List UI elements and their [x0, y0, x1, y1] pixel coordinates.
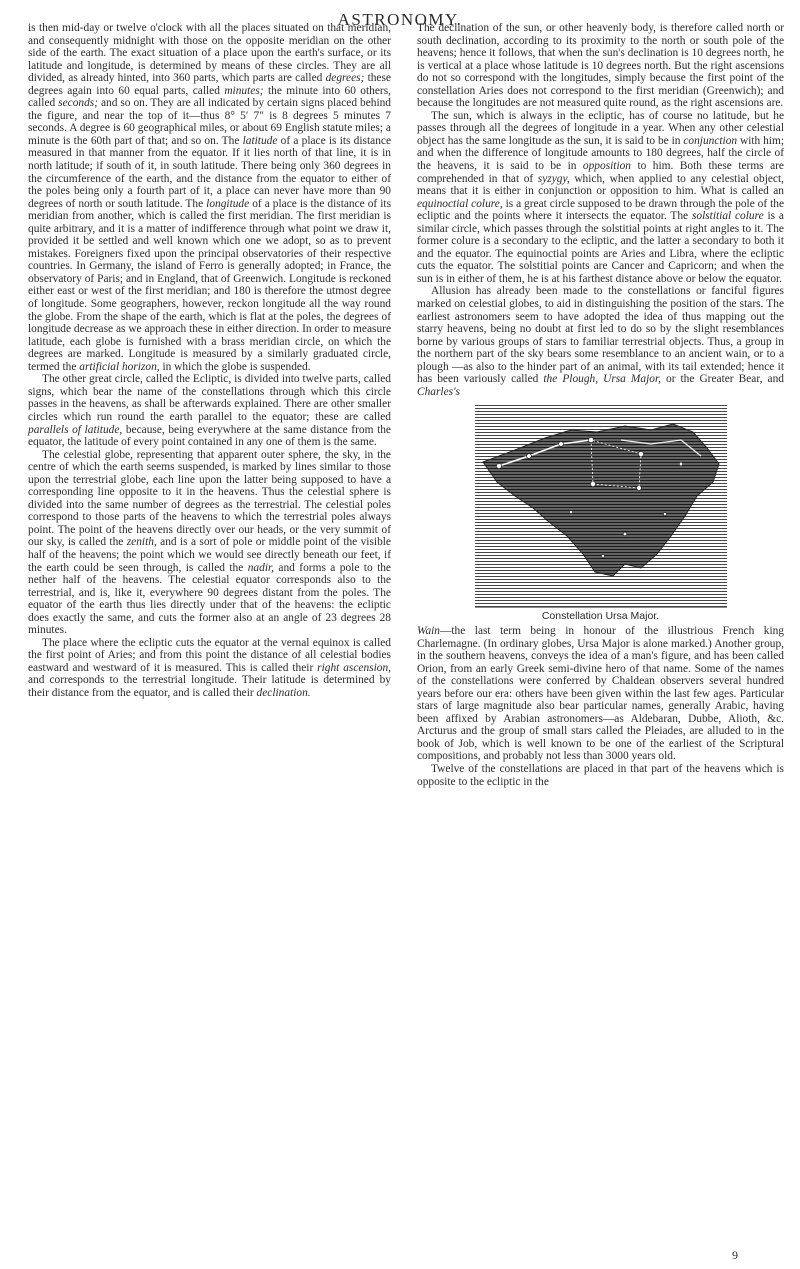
ursa-major-engraving-icon [475, 404, 727, 608]
paragraph-right-1: The declination of the sun, or other heavenly body, is therefore called north or south declination, according to its proximity to the north or south pole of the heavens; hence it follows, that when the sun's declination is 10 degrees north, he is vertical at a place whose latitude is 10 degrees north. But the right ascensions do not so correspond with the longitudes, simply because the first point of the constellation Aries does not correspond to the first meridian (Greenwich); and because the longitudes are not measured quite round, as the right ascensions are. [417, 22, 784, 110]
figure-ursa-major [417, 404, 784, 623]
paragraph-left-3: The celestial globe, representing that apparent outer sphere, the sky, in the centre of which the earth seems suspended, is marked by lines similar to those upon the terrestrial globe, each line upon the latter being supposed to have a corresponding line opposite to it in the heavens. Thus the celestial sphere is divided into the same number of degrees as the terrestrial. The celestial poles correspond to those parts of the heavens to which the terrestrial poles always point. The point of the heavens directly over our heads, or the very summit of our sky, is called the zenith, and is a sort of pole or middle point of the visible half of the heavens; the point which we would see directly beneath our feet, if the earth could be seen through, is called the nadir, and forms a pole to the nether half of the heavens. The celestial equator corresponds also to the terrestrial, and is, like it, everywhere 90 degrees distant from the poles. The equator of the earth thus lies directly under that of the heavens: the ecliptic does exactly the same, and cuts the former also at an angle of 23 degrees 28 minutes. [28, 448, 391, 637]
figure-caption: Constellation Ursa Major. [541, 610, 660, 623]
paragraph-left-1: is then mid-day or twelve o'clock with all the places situated on that meridian, and consequently midnight with those on the opposite meridian on the other side of the earth. The exact situation of a place upon the earth's surface, or its latitude and longitude, is determined by means of these circles. They are all divided, as already hinted, into 360 parts, which parts are called degrees; these degrees again into 60 equal parts, called minutes; the minute into 60 others, called seconds; and so on. They are all indicated by certain signs placed behind the figure, and near the top of it—thus 8° 5′ 7″ is 8 degrees 5 minutes 7 seconds. A degree is 60 geographical miles, or about 69 English statute miles; a minute is the 60th part of that; and so on. The latitude of a place is its distance measured in that manner from the equator. If it lies north of that line, it is in north latitude; if south of it, in south latitude. There being only 360 degrees in the circumference of the earth, and the distance from the equator to either of the poles being only a fourth part of it, a place can never have more than 90 degrees of north or south latitude. The longitude of a place is the distance of its meridian from another, which is called the first meridian. The first meridian is quite arbitrary, and it is a matter of indifference through what point we draw it, provided it be settled and well known which one we adopt, so as to prevent mistakes. Foreigners fixed upon the principal observatories of their respective countries. In Germany, the island of Ferro is generally adopted; in France, the observatory of Paris; and in England, that of Greenwich. Longitude is reckoned either east or west of the first meridian; and 180 is therefore the utmost degree of longitude. Some geographers, however, reckon longitude all the way round the globe. From the shape of the earth, which is flat at the poles, the degrees of longitude decrease as we approach these in either direction. In order to measure latitude, each globe is furnished with a brass meridian circle, on which the degrees are marked. Longitude is measured by a similarly graduated circle, termed the artificial horizon, in which the globe is suspended. [28, 22, 392, 373]
paragraph-right-4: Wain—the last term being in honour of the illustrious French king Charlemagne. (In ordinary globes, Ursa Major is alone marked.) Another group, in the southern heavens, conveys the idea of a man's figure, and has been called Orion, from an early Greek semi-divine hero of that name. Some of the names of the constellations were conferred by Chaldean observers several hundred years before our era: others have been given within the last few ages. Particular stars of large magnitude also bear particular names, generally Arabic, having been affixed by Arabian astronomers—as Aldebaran, Dubbe, Alioth, &c. Arcturus and the group of small stars called the Pleiades, are alluded to in the book of Job, which is well known to be one of the earliest of the Scriptural compositions, and probably not less than 3000 years old. [417, 624, 784, 763]
paragraph-left-4: The place where the ecliptic cuts the equator at the vernal equinox is called the first point of Aries; and from this point the distance of all celestial bodies eastward and westward of it is measured. This is called their right ascension, and corresponds to the terrestrial longitude. Their latitude is determined by their distance from the equator, and is called their declination. [28, 636, 392, 699]
page-number: 9 [732, 1248, 738, 1262]
paragraph-right-3: Allusion has already been made to the constellations or fanciful figures marked on celestial globes, to aid in distinguishing the position of the stars. The earliest astronomers seem to have adopted the idea of thus mapping out the starry heavens, being no doubt at first led to do so by the slight resemblances borne by various groups of stars to familiar terrestrial objects. Thus, a group in the northern part of the sky bears some resemblance to an ancient wain, or to a plough —as also to the hinder part of an animal, with its tail extended; hence it has been variously called the Plough, Ursa Major, or the Greater Bear, and Charles's [417, 285, 784, 398]
right-column [417, 22, 784, 788]
running-header: ASTRONOMY. [337, 10, 463, 29]
paragraph-right-2: The sun, which is always in the ecliptic, has of course no latitude, but he passes through all the degrees of longitude in a year. When any other celestial object has the same longitude as the sun, it is said to be in conjunction with him; and when the difference of longitude amounts to 180 degrees, half the circle of the heavens, it is said to be in opposition to him. Both these terms are comprehended in that of syzygy, which, when applied to any celestial object, means that it is either in conjunction or opposition to him. What is called an equinoctial colure, is a great circle supposed to be drawn through the pole of the ecliptic and the points where it intersects the equator. The solstitial colure is a similar circle, which passes through the solstitial points at right angles to it. The former colure is a secondary to the ecliptic, and the latter a secondary to both it and the equator. The equinoctial points are Aries and Libra, where the ecliptic cuts the equator. The solstitial points are Cancer and Capricorn; and when the sun is in either of them, he is at his farthest distance above or below the equator. [417, 109, 784, 285]
paragraph-right-5: Twelve of the constellations are placed in that part of the heavens which is opposite to the ecliptic in the [417, 762, 784, 788]
left-column [28, 22, 391, 700]
paragraph-left-2: The other great circle, called the Ecliptic, is divided into twelve parts, called signs, which bear the name of the constellations through which this circle passes in the heavens, as shall be afterwards explained. There are other smaller circles which run round the earth parallel to the equator; these are called parallels of latitude, because, being everywhere at the same distance from the equator, the latitude of every point contained in any one of them is the same. [28, 373, 391, 449]
